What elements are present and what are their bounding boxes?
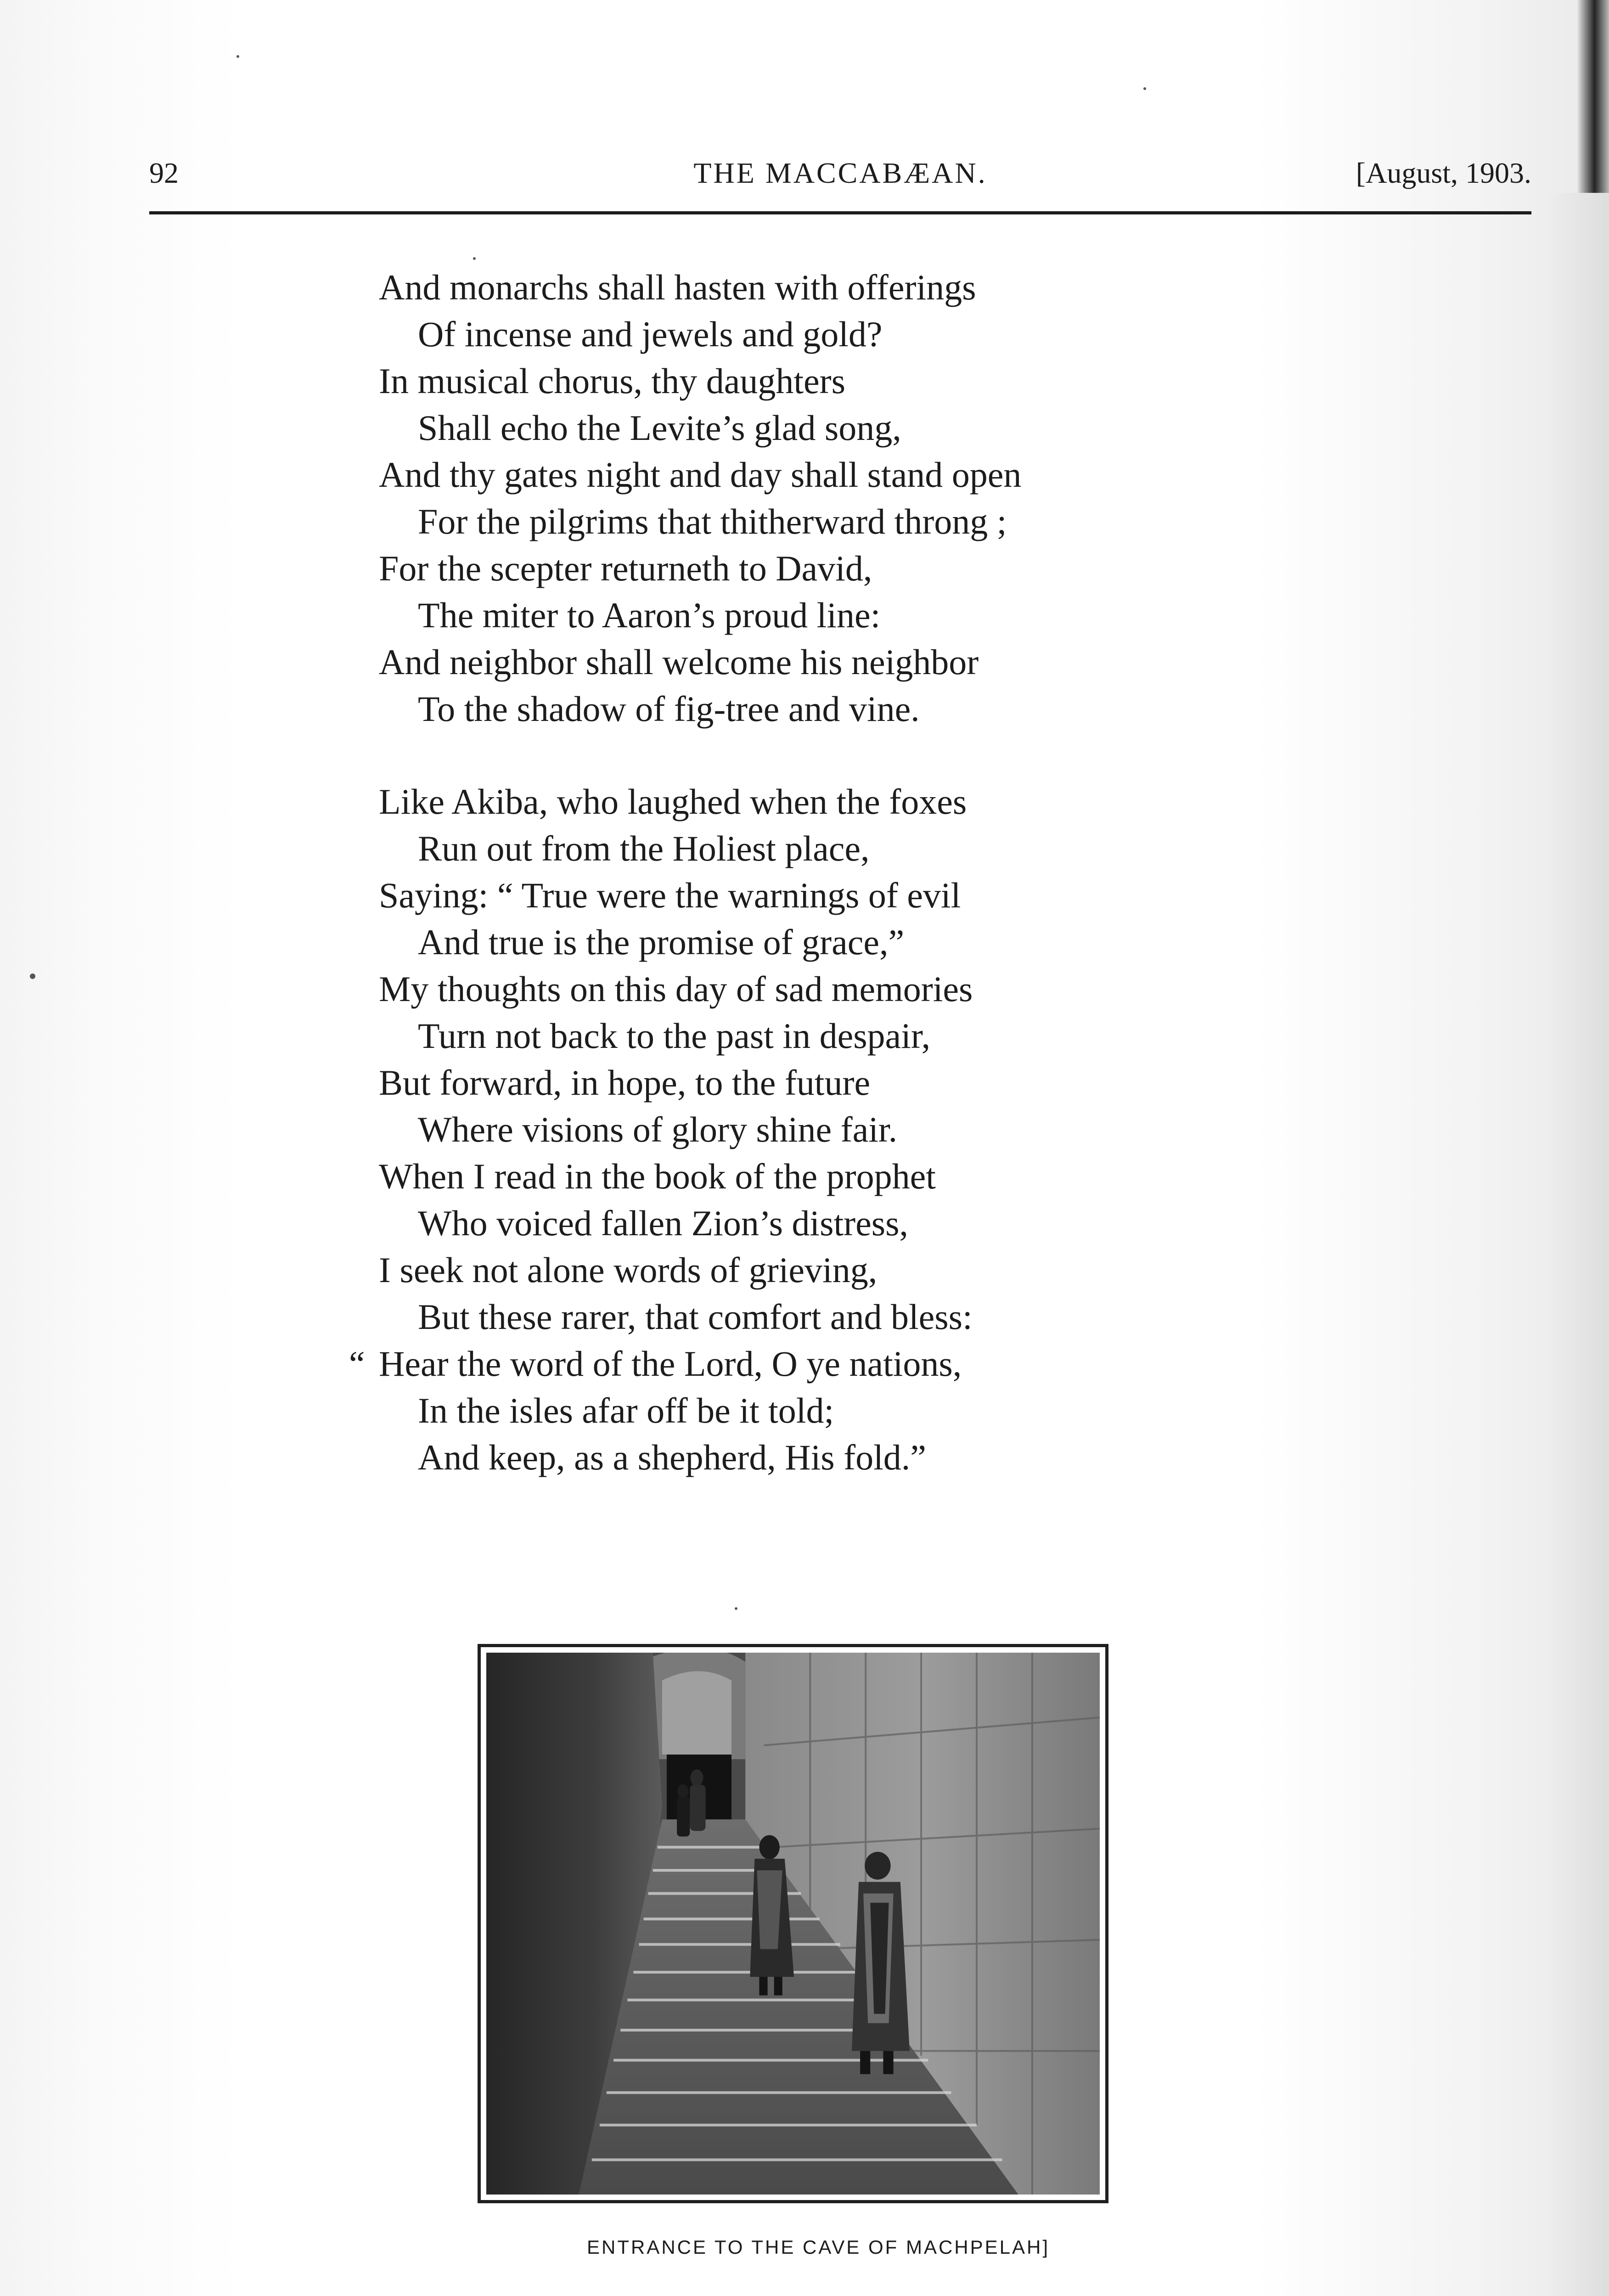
poem-line: For the scepter returneth to David,: [379, 548, 872, 588]
poem-line: And neighbor shall welcome his neighbor: [379, 642, 979, 682]
opening-quote-mark: “: [349, 1344, 365, 1384]
scan-speck: [735, 1607, 737, 1610]
poem-line: But forward, in hope, to the future: [379, 1063, 871, 1103]
poem-line: When I read in the book of the prophet: [379, 1156, 936, 1196]
poem-line: And keep, as a shepherd, His fold.”: [418, 1437, 926, 1477]
photo-caption: ENTRANCE TO THE CAVE OF MACHPELAH]: [586, 2236, 1050, 2258]
poem-line-quoted: [349, 1340, 1343, 1387]
poem-line: Who voiced fallen Zion’s distress,: [418, 1203, 908, 1243]
poem-line: In the isles afar off be it told;: [418, 1390, 834, 1430]
poem-line: And true is the promise of grace,”: [418, 922, 905, 962]
poem-line: Saying: “ True were the warnings of evil: [379, 875, 961, 915]
page-number: 92: [149, 157, 179, 189]
poem-line: The miter to Aaron’s proud line:: [418, 595, 881, 635]
poem-line: Of incense and jewels and gold?: [418, 314, 883, 354]
scan-speck: [236, 55, 239, 58]
poem-line: Like Akiba, who laughed when the foxes: [379, 782, 967, 822]
poem-line: And thy gates night and day shall stand open: [379, 455, 1022, 495]
poem: [349, 264, 1343, 1481]
stanza-2: [349, 778, 1343, 1481]
photo-frame: [478, 1644, 1108, 2203]
poem-line-text: Hear the word of the Lord, O ye nations,: [379, 1344, 962, 1384]
poem-line: But these rarer, that comfort and bless:: [418, 1297, 973, 1337]
page-edge-shading: [1545, 193, 1609, 2296]
stairway-photograph: [486, 1653, 1100, 2195]
poem-line: Shall echo the Levite’s glad song,: [418, 408, 901, 448]
binding-edge-shadow: [1577, 0, 1609, 193]
poem-line: I seek not alone words of grieving,: [379, 1250, 878, 1290]
stanza-1: [379, 264, 1343, 732]
poem-line: Turn not back to the past in despair,: [418, 1016, 931, 1056]
poem-line: In musical chorus, thy daughters: [379, 361, 845, 401]
scan-speck: [1143, 87, 1146, 90]
journal-title: THE MACCABÆAN.: [693, 157, 987, 189]
poem-line: To the shadow of fig-tree and vine.: [418, 689, 920, 729]
poem-line: And monarchs shall hasten with offerings: [379, 267, 976, 307]
header-rule: [149, 211, 1531, 214]
poem-line: Where visions of glory shine fair.: [418, 1109, 898, 1149]
issue-date: [August, 1903.: [1356, 157, 1531, 189]
poem-line: For the pilgrims that thitherward throng ;: [418, 501, 1007, 541]
running-head: [149, 156, 1531, 202]
stanza-break: [379, 732, 1343, 778]
scan-speck: [473, 257, 476, 260]
poem-line: Run out from the Holiest place,: [418, 828, 870, 868]
poem-line: My thoughts on this day of sad memories: [379, 969, 973, 1009]
scan-speck: [30, 974, 35, 979]
